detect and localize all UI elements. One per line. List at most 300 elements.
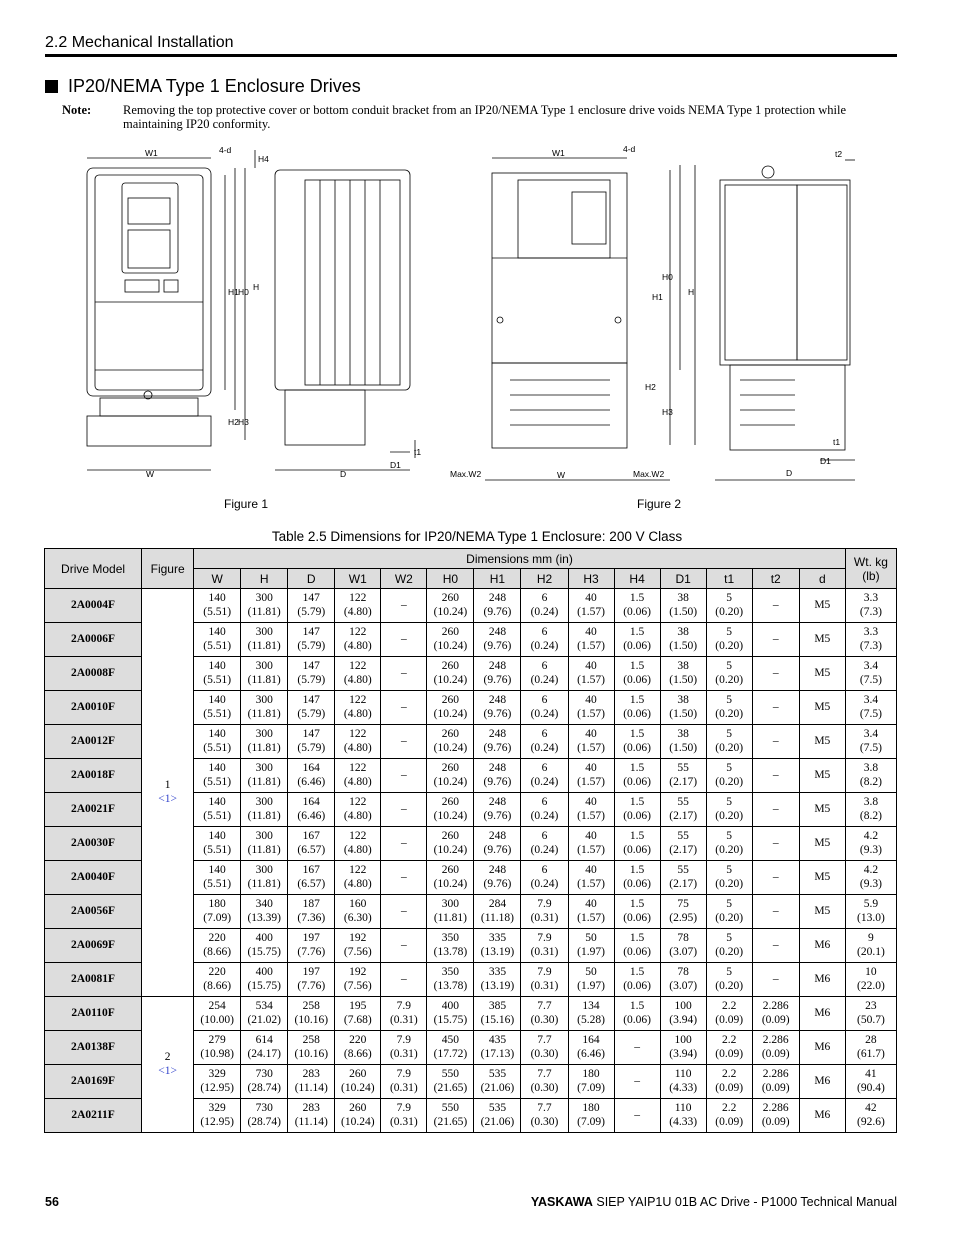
header-weight: Wt. kg (lb) <box>845 549 896 589</box>
drive-model-cell: 2A0211F <box>45 1099 142 1133</box>
value-metric: 40 <box>585 660 597 672</box>
value-imperial: (61.7) <box>857 1047 885 1060</box>
dimension-drawings <box>60 140 900 520</box>
value-metric: 5 <box>726 966 733 978</box>
value-cell <box>288 725 335 759</box>
value-metric: 550 <box>441 1102 460 1114</box>
value-cell <box>288 793 335 827</box>
value-imperial: (4.80) <box>343 741 372 754</box>
value-metric: 140 <box>208 626 226 638</box>
value-cell <box>614 725 660 759</box>
value-imperial: (11.14) <box>294 1115 328 1128</box>
value-metric: M5 <box>814 700 831 713</box>
value-metric: 100 <box>674 1000 692 1012</box>
value-cell <box>194 793 241 827</box>
value-imperial: (5.51) <box>203 673 232 686</box>
value-metric: 7.7 <box>537 1068 552 1080</box>
value-cell <box>752 1099 799 1133</box>
value-imperial: (10.16) <box>294 1013 329 1026</box>
value-metric: – <box>400 836 407 849</box>
value-imperial: (11.81) <box>247 673 281 686</box>
value-imperial: (5.79) <box>297 707 326 720</box>
value-metric: 5 <box>726 830 733 842</box>
value-metric: 2.2 <box>721 1034 737 1046</box>
value-metric: 10 <box>865 966 877 978</box>
table-caption: Table 2.5 Dimensions for IP20/NEMA Type 1 Enclosure: 200 V Class <box>271 529 683 544</box>
value-metric: 329 <box>208 1068 226 1080</box>
value-metric: 122 <box>349 592 367 604</box>
value-metric: 122 <box>349 864 367 876</box>
value-cell <box>335 929 381 963</box>
value-cell <box>427 861 474 895</box>
header-dim-h: H <box>241 569 288 589</box>
value-metric: 3.3 <box>863 626 879 638</box>
label-w1-fig2: W1 <box>552 148 565 158</box>
value-metric: 283 <box>302 1068 320 1080</box>
value-imperial: (0.24) <box>530 741 559 754</box>
value-cell <box>427 657 474 691</box>
value-cell <box>427 827 474 861</box>
value-cell <box>706 929 752 963</box>
value-metric: 180 <box>582 1102 600 1114</box>
value-imperial: (10.24) <box>433 673 468 686</box>
value-metric: 220 <box>208 932 226 944</box>
value-cell <box>381 861 427 895</box>
value-imperial: (2.17) <box>669 843 698 856</box>
value-imperial: (17.72) <box>433 1047 468 1060</box>
value-imperial: (1.57) <box>577 877 605 890</box>
value-metric: 260 <box>441 592 460 604</box>
value-cell <box>752 1065 799 1099</box>
value-metric: 220 <box>208 966 226 978</box>
value-metric: 300 <box>255 626 273 638</box>
value-imperial: (24.17) <box>247 1047 281 1060</box>
value-imperial: (11.81) <box>247 605 281 618</box>
drive-model-cell: 2A0138F <box>45 1031 142 1065</box>
value-imperial: (0.24) <box>530 673 559 686</box>
value-metric: 40 <box>585 864 597 876</box>
value-cell <box>660 1031 706 1065</box>
value-metric: 122 <box>349 762 367 774</box>
value-imperial: (4.80) <box>343 673 372 686</box>
figure1-caption: Figure 1 <box>224 497 269 511</box>
drive-model-cell: 2A0018F <box>45 759 142 793</box>
value-metric: – <box>400 598 407 611</box>
value-cell <box>288 691 335 725</box>
value-metric: 5 <box>726 660 733 672</box>
value-imperial: (4.80) <box>343 605 372 618</box>
value-cell <box>614 963 660 997</box>
value-metric: 180 <box>582 1068 600 1080</box>
value-imperial: (5.51) <box>203 741 232 754</box>
value-imperial: (10.24) <box>341 1115 375 1128</box>
value-imperial: (11.18) <box>480 911 514 924</box>
value-cell <box>335 623 381 657</box>
label-d1-fig1: D1 <box>390 460 401 470</box>
value-cell <box>194 589 241 623</box>
value-metric: – <box>400 734 407 747</box>
value-metric: – <box>400 802 407 815</box>
value-imperial: (1.57) <box>577 673 605 686</box>
value-metric: 300 <box>255 864 273 876</box>
value-cell <box>614 623 660 657</box>
value-cell <box>427 963 474 997</box>
value-cell <box>335 691 381 725</box>
value-cell <box>288 1065 335 1099</box>
value-cell <box>752 657 799 691</box>
value-metric: 7.9 <box>396 1102 412 1114</box>
value-cell <box>614 793 660 827</box>
value-cell <box>474 861 521 895</box>
value-cell <box>568 895 614 929</box>
figure-footnote-ref[interactable]: <1> <box>158 792 177 805</box>
value-cell <box>614 861 660 895</box>
value-cell <box>335 589 381 623</box>
value-metric: 7.9 <box>396 1068 412 1080</box>
value-metric: 300 <box>255 796 273 808</box>
value-cell <box>799 725 845 759</box>
value-cell <box>706 963 752 997</box>
value-cell <box>427 1065 474 1099</box>
value-imperial: (5.79) <box>297 741 326 754</box>
value-metric: 164 <box>582 1034 600 1046</box>
value-imperial: (0.20) <box>715 673 744 686</box>
value-cell <box>845 1031 896 1065</box>
value-cell <box>427 759 474 793</box>
note-text: Removing the top protective cover or bottom conduit bracket from an IP20/NEMA Type 1 enclosure drive voids NEMA Type 1 protection while maintaining IP20 conformity. <box>123 103 846 131</box>
value-cell <box>194 657 241 691</box>
value-imperial: (2.17) <box>669 775 698 788</box>
value-metric: 2.2 <box>721 1068 737 1080</box>
value-cell <box>660 997 706 1031</box>
value-cell <box>194 1065 241 1099</box>
value-cell <box>614 691 660 725</box>
value-imperial: (0.09) <box>761 1013 790 1026</box>
value-imperial: (4.80) <box>343 843 372 856</box>
value-metric: 78 <box>677 932 689 944</box>
footer-manual-title: SIEP YAIP1U 01B AC Drive - P1000 Technical Manual <box>592 1195 897 1209</box>
value-imperial: (3.94) <box>669 1013 698 1026</box>
value-metric: 400 <box>441 1000 460 1012</box>
value-cell <box>288 963 335 997</box>
value-cell <box>288 827 335 861</box>
value-cell <box>288 589 335 623</box>
value-imperial: (5.51) <box>203 775 232 788</box>
header-dim-d1: D1 <box>660 569 706 589</box>
value-imperial: (4.80) <box>343 639 372 652</box>
value-imperial: (0.24) <box>530 639 559 652</box>
value-cell <box>660 1065 706 1099</box>
value-metric: 3.4 <box>863 660 879 672</box>
value-cell <box>521 861 568 895</box>
drive-model-cell: 2A0004F <box>45 589 142 623</box>
value-metric: 140 <box>208 796 226 808</box>
value-metric: 1.5 <box>629 694 645 706</box>
value-cell <box>474 725 521 759</box>
value-metric: 42 <box>865 1102 877 1114</box>
value-cell <box>335 861 381 895</box>
value-imperial: (1.57) <box>577 741 605 754</box>
value-metric: 1.5 <box>629 762 645 774</box>
dimensions-table <box>44 548 897 1133</box>
value-cell <box>660 1099 706 1133</box>
value-metric: M5 <box>814 598 831 611</box>
value-imperial: (0.20) <box>715 911 744 924</box>
value-imperial: (0.30) <box>530 1115 559 1128</box>
value-cell <box>799 1099 845 1133</box>
value-metric: M6 <box>814 1074 831 1087</box>
value-cell <box>427 997 474 1031</box>
value-imperial: (11.81) <box>247 843 281 856</box>
value-metric: 5 <box>726 592 733 604</box>
value-imperial: (9.76) <box>483 673 512 686</box>
note-label: Note: <box>62 103 92 117</box>
value-cell <box>194 1099 241 1133</box>
value-metric: 40 <box>585 898 597 910</box>
value-imperial: (0.06) <box>623 1013 651 1026</box>
value-imperial: (50.7) <box>857 1013 885 1026</box>
value-imperial: (8.66) <box>343 1047 372 1060</box>
value-cell <box>568 623 614 657</box>
value-cell <box>706 827 752 861</box>
value-cell <box>660 589 706 623</box>
figure2-side-view <box>715 160 855 480</box>
value-metric: 248 <box>488 830 507 842</box>
heading-text: IP20/NEMA Type 1 Enclosure Drives <box>68 76 361 96</box>
value-imperial: (28.74) <box>247 1115 281 1128</box>
value-imperial: (13.19) <box>480 945 515 958</box>
value-metric: M5 <box>814 632 831 645</box>
value-imperial: (1.50) <box>669 639 698 652</box>
value-imperial: (0.20) <box>715 945 744 958</box>
value-cell <box>799 657 845 691</box>
label-h3-fig2: H3 <box>662 407 673 417</box>
value-cell <box>474 1031 521 1065</box>
value-metric: 300 <box>255 694 273 706</box>
value-imperial: (10.24) <box>433 877 468 890</box>
value-cell <box>845 657 896 691</box>
value-imperial: (6.46) <box>297 809 326 822</box>
value-cell <box>288 997 335 1031</box>
header-dim-h0: H0 <box>427 569 474 589</box>
value-metric: 40 <box>585 626 597 638</box>
value-imperial: (9.76) <box>483 843 512 856</box>
value-cell <box>427 1031 474 1065</box>
figure-footnote-ref[interactable]: <1> <box>158 1064 177 1077</box>
value-cell <box>241 725 288 759</box>
value-metric: 300 <box>255 830 273 842</box>
value-cell <box>660 623 706 657</box>
value-imperial: (0.06) <box>623 673 651 686</box>
value-cell <box>241 623 288 657</box>
value-imperial: (28.74) <box>247 1081 281 1094</box>
value-cell <box>194 895 241 929</box>
value-imperial: (10.24) <box>433 843 468 856</box>
value-cell <box>799 793 845 827</box>
value-imperial: (0.20) <box>715 605 744 618</box>
value-metric: 3.4 <box>863 728 879 740</box>
value-metric: 535 <box>488 1102 507 1114</box>
value-cell <box>660 861 706 895</box>
value-imperial: (15.75) <box>433 1013 468 1026</box>
value-cell <box>474 963 521 997</box>
value-cell <box>706 691 752 725</box>
value-cell <box>335 725 381 759</box>
label-h2-fig2: H2 <box>645 382 656 392</box>
value-imperial: (10.24) <box>433 809 468 822</box>
value-imperial: (0.06) <box>623 979 651 992</box>
value-cell <box>568 589 614 623</box>
value-imperial: (0.24) <box>530 809 559 822</box>
value-metric: 385 <box>488 1000 507 1012</box>
label-w1-fig1: W1 <box>145 148 158 158</box>
value-imperial: (1.57) <box>577 707 605 720</box>
value-metric: 4.2 <box>863 864 879 876</box>
value-metric: 534 <box>255 1000 273 1012</box>
value-metric: 2.286 <box>762 1102 789 1114</box>
value-imperial: (4.33) <box>669 1081 698 1094</box>
value-metric: 284 <box>488 898 507 910</box>
value-imperial: (5.51) <box>203 877 232 890</box>
value-cell <box>614 589 660 623</box>
value-imperial: (1.57) <box>577 639 605 652</box>
value-metric: 2.286 <box>762 1034 789 1046</box>
value-imperial: (7.76) <box>297 979 326 992</box>
value-imperial: (8.2) <box>859 775 882 788</box>
value-cell <box>381 657 427 691</box>
value-cell <box>241 793 288 827</box>
value-imperial: (0.06) <box>623 843 651 856</box>
value-metric: 248 <box>488 728 507 740</box>
value-cell <box>706 1031 752 1065</box>
value-metric: 248 <box>488 762 507 774</box>
value-metric: 6 <box>541 626 548 638</box>
value-metric: 260 <box>441 660 460 672</box>
value-metric: 140 <box>208 762 226 774</box>
value-metric: 350 <box>441 932 460 944</box>
value-imperial: (9.76) <box>483 741 512 754</box>
value-cell <box>845 1099 896 1133</box>
value-imperial: (1.57) <box>577 809 605 822</box>
value-metric: 1.5 <box>629 898 645 910</box>
header-dim-t2: t2 <box>752 569 799 589</box>
value-cell <box>568 997 614 1031</box>
value-cell <box>845 895 896 929</box>
header-dim-h1: H1 <box>474 569 521 589</box>
value-metric: 283 <box>302 1102 320 1114</box>
value-cell <box>474 997 521 1031</box>
value-imperial: (4.80) <box>343 707 372 720</box>
value-imperial: (0.24) <box>530 707 559 720</box>
value-metric: 248 <box>488 864 507 876</box>
value-metric: M6 <box>814 938 831 951</box>
value-cell <box>427 725 474 759</box>
value-metric: 435 <box>488 1034 507 1046</box>
drive-model-cell: 2A0081F <box>45 963 142 997</box>
value-metric: 7.7 <box>537 1000 552 1012</box>
value-cell <box>845 623 896 657</box>
value-cell <box>335 963 381 997</box>
value-metric: 730 <box>255 1102 273 1114</box>
table-row <box>45 589 897 623</box>
value-cell <box>799 929 845 963</box>
value-cell <box>799 759 845 793</box>
value-metric: 140 <box>208 694 226 706</box>
label-h0-fig2: H0 <box>662 272 673 282</box>
value-metric: 279 <box>208 1034 226 1046</box>
value-cell <box>194 929 241 963</box>
value-cell <box>799 1031 845 1065</box>
value-metric: 5 <box>726 728 733 740</box>
value-cell <box>752 793 799 827</box>
value-imperial: (1.57) <box>577 911 605 924</box>
value-metric: – <box>772 768 779 781</box>
value-cell <box>335 793 381 827</box>
value-cell <box>845 759 896 793</box>
value-metric: 1.5 <box>629 660 645 672</box>
value-cell <box>614 1099 660 1133</box>
value-imperial: (6.46) <box>577 1047 605 1060</box>
value-cell <box>241 1065 288 1099</box>
value-cell <box>381 929 427 963</box>
value-metric: M6 <box>814 972 831 985</box>
value-imperial: (15.16) <box>480 1013 515 1026</box>
value-imperial: (7.5) <box>859 707 882 720</box>
value-metric: 5 <box>726 796 733 808</box>
value-imperial: (0.06) <box>623 639 651 652</box>
value-metric: 260 <box>441 728 460 740</box>
value-imperial: (1.97) <box>577 979 605 992</box>
header-dim-d: D <box>288 569 335 589</box>
value-cell <box>706 725 752 759</box>
value-imperial: (4.80) <box>343 775 372 788</box>
value-imperial: (0.31) <box>530 979 559 992</box>
value-cell <box>706 997 752 1031</box>
value-imperial: (0.31) <box>389 1081 418 1094</box>
value-imperial: (7.68) <box>343 1013 372 1026</box>
value-metric: – <box>634 1108 640 1121</box>
value-cell <box>660 963 706 997</box>
value-metric: 260 <box>349 1068 367 1080</box>
value-imperial: (2.17) <box>669 809 698 822</box>
value-cell <box>381 1031 427 1065</box>
value-metric: 4.2 <box>863 830 879 842</box>
value-imperial: (13.78) <box>433 945 468 958</box>
value-imperial: (0.24) <box>530 605 559 618</box>
value-imperial: (7.56) <box>343 945 372 958</box>
value-cell <box>474 589 521 623</box>
value-imperial: (0.06) <box>623 911 651 924</box>
value-metric: M5 <box>814 836 831 849</box>
value-cell <box>706 657 752 691</box>
value-cell <box>521 691 568 725</box>
value-imperial: (0.09) <box>761 1115 790 1128</box>
value-cell <box>614 1031 660 1065</box>
value-cell <box>474 623 521 657</box>
value-cell <box>614 997 660 1031</box>
value-imperial: (6.57) <box>297 843 326 856</box>
value-metric: 167 <box>302 864 320 876</box>
value-imperial: (15.75) <box>247 979 281 992</box>
value-metric: – <box>772 972 779 985</box>
value-metric: 248 <box>488 592 507 604</box>
value-metric: M6 <box>814 1006 831 1019</box>
value-metric: 300 <box>255 592 273 604</box>
value-metric: 300 <box>441 898 460 910</box>
value-cell <box>288 759 335 793</box>
value-imperial: (0.31) <box>530 911 559 924</box>
value-imperial: (0.30) <box>530 1047 559 1060</box>
